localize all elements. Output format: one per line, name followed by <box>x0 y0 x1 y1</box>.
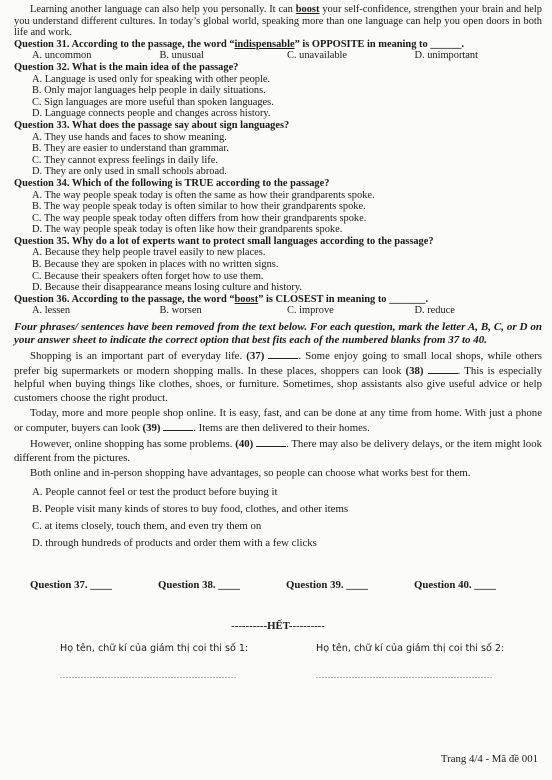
q34-option-d[interactable]: D. The way people speak today is often like how their grandparents spoke. <box>32 224 343 236</box>
q32-option-c[interactable]: C. Sign languages are more useful than spoken languages. <box>32 96 274 108</box>
question-35: Question 35. Why do a lot of experts want to protect small languages according to the passage? <box>14 235 434 247</box>
question-36 <box>14 294 542 306</box>
blank-40-label: (40) <box>235 438 254 451</box>
q36-options <box>14 305 542 317</box>
q36-option-a[interactable]: A. lessen <box>32 305 71 317</box>
answer-37[interactable]: Question 37. ____ <box>30 578 112 591</box>
proctor-2-label: Họ tên, chữ kí của giám thị coi thi số 2: <box>316 642 505 654</box>
signature-labels <box>14 643 542 655</box>
blank-37 <box>268 349 298 359</box>
gap-fill-instruction: Four phrases/ sentences have been removed from the text below. For each question, mark the letter A, B, C, or D on your answer sheet to indicate the correct option that best fits each of the numbered blanks from 37 to 40. <box>14 321 542 347</box>
q33-option-a[interactable]: A. They use hands and faces to show meaning. <box>32 131 227 143</box>
blank-40 <box>256 437 286 447</box>
q31-blank: ______. <box>430 38 465 50</box>
answer-row <box>14 580 542 592</box>
p2-text-b: . Items are then delivered to their homes. <box>193 421 370 434</box>
p1-text-b: . Some enjoy going to small local shops, while others prefer big supermarkets or modern shopping malls. In these places, shoppers can look <box>14 350 542 377</box>
blank-39-label: (39) <box>142 421 161 434</box>
q36-option-d[interactable]: D. reduce <box>414 305 455 317</box>
passage-paragraph-4: Both online and in-person shopping have advantages, so people can choose what works best for them. <box>30 467 471 480</box>
gap-option-a[interactable]: A. People cannot feel or test the product before buying it <box>32 485 278 498</box>
intro-text-2: your self-confidence, strengthen your brain and help you understand different cultures. In today’s global world, speaking more than one language can help you open doors in both life and work. <box>14 4 542 39</box>
intro-text-1: Learning another language can also help you personally. It can <box>30 4 296 15</box>
q32-option-a[interactable]: A. Language is used only for speaking with other people. <box>32 73 271 85</box>
q35-option-c[interactable]: C. Because their speakers often forget how to use them. <box>32 270 264 282</box>
exam-page <box>14 4 542 682</box>
q34-option-b[interactable]: B. The way people speak today is often similar to how their grandparents spoke. <box>32 201 366 213</box>
question-33: Question 33. What does the passage say about sign languages? <box>14 119 290 131</box>
passage-paragraph-3 <box>14 437 542 465</box>
q32-option-b[interactable]: B. Only major languages help people in daily situations. <box>32 85 266 97</box>
q33-option-b[interactable]: B. They are easier to understand than grammar. <box>32 143 229 155</box>
gap-options <box>14 484 542 552</box>
proctor-1-line: ........................................................... <box>60 671 237 681</box>
q33-option-d[interactable]: D. They are only used in small schools abroad. <box>32 166 227 178</box>
q31-pre: Question 31. According to the passage, the word “ <box>14 38 235 50</box>
gap-option-b[interactable]: B. People visit many kinds of stores to buy food, clothes, and other items <box>32 502 349 515</box>
proctor-1-label: Họ tên, chữ kí của giám thị coi thi số 1: <box>60 642 249 654</box>
answer-38[interactable]: Question 38. ____ <box>158 578 240 591</box>
q36-option-c[interactable]: C. improve <box>287 305 334 317</box>
question-31 <box>14 39 542 51</box>
answer-40[interactable]: Question 40. ____ <box>414 578 496 591</box>
q36-word: boost <box>234 293 259 305</box>
p3-text-a: However, online shopping has some problems. <box>30 438 236 451</box>
p2-text-a: Today, more and more people shop online. It is easy, fast, and can be done at any time from home. With just a phone or computer, buyers can look <box>14 407 542 434</box>
q33-option-c[interactable]: C. They cannot express feelings in daily life. <box>32 154 218 166</box>
blank-38 <box>428 364 458 374</box>
q31-option-d[interactable]: D. unimportant <box>414 50 478 62</box>
passage-paragraph-1 <box>14 349 542 405</box>
gap-option-c[interactable]: C. at items closely, touch them, and even try them on <box>32 519 262 532</box>
proctor-2-line: ........................................................... <box>316 671 493 681</box>
q35-option-d[interactable]: D. Because their disappearance means losing culture and history. <box>32 282 302 294</box>
end-mark: ----------HẾT---------- <box>231 620 325 633</box>
q31-options <box>14 50 542 62</box>
q36-option-b[interactable]: B. worsen <box>159 305 202 317</box>
answer-39[interactable]: Question 39. ____ <box>286 578 368 591</box>
q36-pre: Question 36. According to the passage, the word “ <box>14 293 235 305</box>
boost-word: boost <box>295 4 320 15</box>
question-32: Question 32. What is the main idea of the passage? <box>14 61 239 73</box>
blank-38-label: (38) <box>405 364 424 377</box>
q31-option-b[interactable]: B. unusual <box>159 50 204 62</box>
q31-post: ” is OPPOSITE in meaning to <box>294 38 428 50</box>
q31-word: indispensable <box>234 38 295 50</box>
q31-option-c[interactable]: C. unavailable <box>287 50 348 62</box>
signature-lines <box>14 670 542 682</box>
p1-text-a: Shopping is an important part of everyday life. <box>30 350 247 363</box>
gap-option-d[interactable]: D. through hundreds of products and order them with a few clicks <box>32 536 317 549</box>
q31-option-a[interactable]: A. uncommon <box>32 50 92 62</box>
q36-blank: _______. <box>389 293 429 305</box>
blank-37-label: (37) <box>246 350 265 363</box>
question-34: Question 34. Which of the following is TRUE according to the passage? <box>14 177 330 189</box>
passage-paragraph-2 <box>14 407 542 435</box>
p1-text-c: . This is especially helpful when buying things like clothes, shoes, or furniture. Sometimes, shop assistants also give useful advice or help customers choose the right product. <box>14 364 542 404</box>
q32-option-d[interactable]: D. Language connects people and changes across history. <box>32 108 271 120</box>
q34-option-a[interactable]: A. The way people speak today is often the same as how their grandparents spoke. <box>32 189 375 201</box>
intro-paragraph <box>14 4 542 39</box>
q34-option-c[interactable]: C. The way people speak today often differs from how their grandparents spoke. <box>32 212 367 224</box>
q35-option-b[interactable]: B. Because they are spoken in places with no written signs. <box>32 259 279 271</box>
blank-39 <box>163 421 193 431</box>
p3-text-b: . There may also be delivery delays, or the item might look different from the pictures. <box>14 438 542 464</box>
q35-option-a[interactable]: A. Because they help people travel easily to new places. <box>32 247 266 259</box>
page-footer: Trang 4/4 - Mã đề 001 <box>440 753 538 765</box>
q36-post: ” is CLOSEST in meaning to <box>258 293 387 305</box>
